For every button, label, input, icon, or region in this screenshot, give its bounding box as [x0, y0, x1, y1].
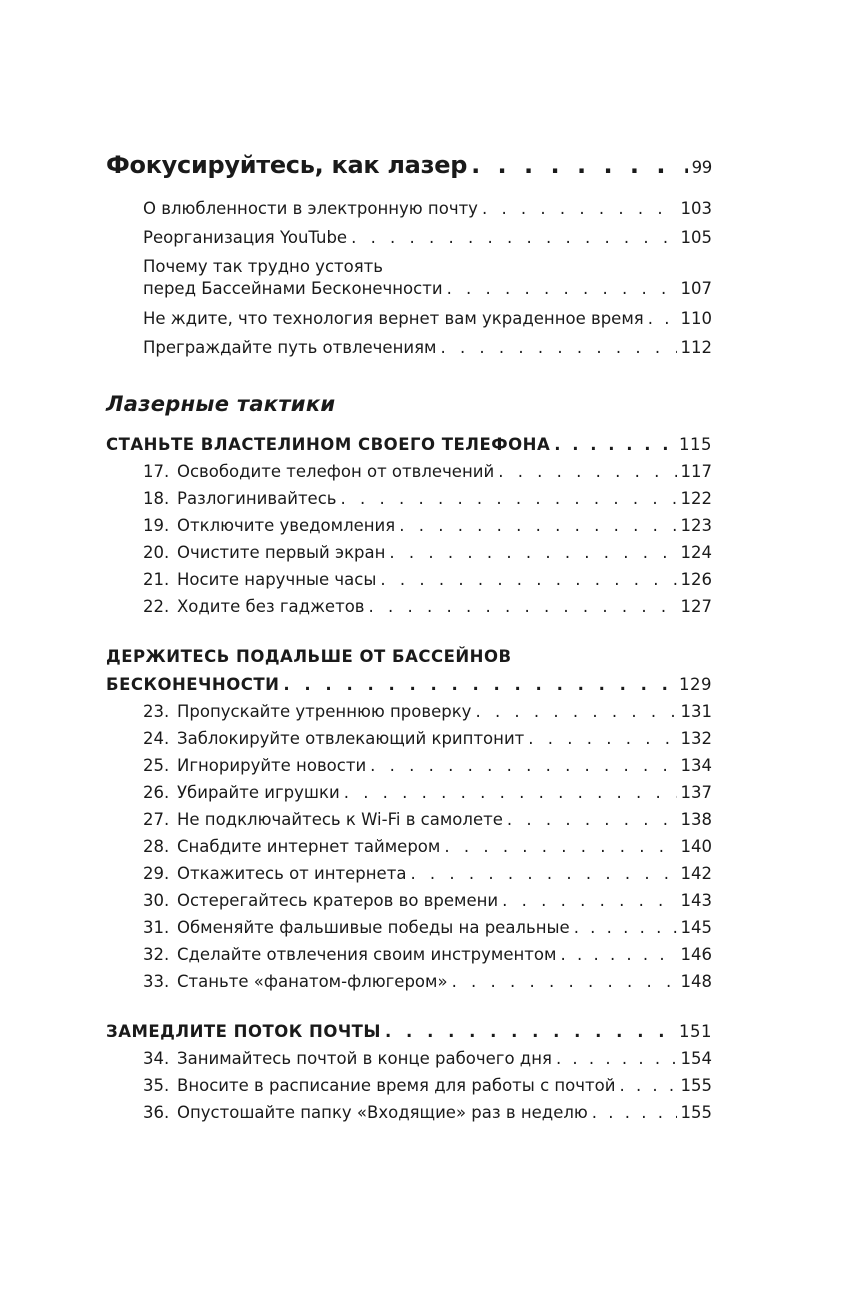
entry-number: 21.: [143, 570, 170, 589]
entry-title: Очистите первый экран: [177, 543, 386, 562]
toc-entry[interactable]: [143, 569, 712, 591]
page-number: 127: [680, 597, 712, 616]
toc-entry[interactable]: [143, 308, 712, 330]
leader-dots: [380, 569, 676, 591]
entry-number: 28.: [143, 837, 170, 856]
leader-dots: [619, 1075, 676, 1097]
entry-number: 29.: [143, 864, 170, 883]
page-number: 115: [679, 435, 712, 454]
toc-entry[interactable]: [143, 890, 712, 912]
entry-title: Преграждайте путь отвлечениям: [143, 338, 437, 357]
entry-number: 23.: [143, 702, 170, 721]
leader-dots: [475, 701, 676, 723]
entry-title: Не подключайтесь к Wi-Fi в самолете: [177, 810, 503, 829]
leader-dots: [389, 542, 676, 564]
leader-dots: [447, 278, 677, 300]
leader-dots: [344, 782, 677, 804]
entry-number: 20.: [143, 543, 170, 562]
toc-entry[interactable]: [143, 1075, 712, 1097]
toc-entry[interactable]: [143, 836, 712, 858]
entry-number: 34.: [143, 1049, 170, 1068]
page-number: 112: [680, 338, 712, 357]
entry-title: Реорганизация YouTube: [143, 228, 348, 247]
leader-dots: [574, 917, 677, 939]
leader-dots: [556, 1048, 677, 1070]
entry-number: 22.: [143, 597, 170, 616]
entry-title: Откажитесь от интернета: [177, 864, 407, 883]
page-number: 129: [679, 675, 712, 694]
toc-entry[interactable]: [143, 278, 712, 300]
toc-entry[interactable]: [143, 488, 712, 510]
page-number: 105: [680, 228, 712, 247]
toc-entry[interactable]: [143, 971, 712, 993]
entry-number: 27.: [143, 810, 170, 829]
section-title: ЗАМЕДЛИТЕ ПОТОК ПОЧТЫ: [106, 1022, 382, 1041]
toc-entry[interactable]: [143, 701, 712, 723]
entry-title: Ходите без гаджетов: [177, 597, 365, 616]
entry-title: Занимайтесь почтой в конце рабочего дня: [177, 1049, 552, 1068]
page-number: 122: [680, 489, 712, 508]
entry-title: Обменяйте фальшивые победы на реальные: [177, 918, 570, 937]
page-number: 151: [679, 1022, 712, 1041]
toc-entry[interactable]: [143, 596, 712, 618]
entry-title: Убирайте игрушки: [177, 783, 340, 802]
entry-number: 26.: [143, 783, 170, 802]
toc-section-entry[interactable]: [106, 1021, 712, 1043]
leader-dots: [482, 198, 677, 220]
leader-dots: [502, 890, 676, 912]
section-title: БЕСКОНЕЧНОСТИ: [106, 675, 280, 694]
leader-dots: [341, 488, 677, 510]
page-number: 154: [680, 1049, 712, 1068]
page-number: 123: [680, 516, 712, 535]
toc-entry[interactable]: [143, 1048, 712, 1070]
page-number: 117: [680, 462, 712, 481]
entry-title: перед Бассейнами Бесконечности: [143, 279, 443, 298]
entry-title: Остерегайтесь кратеров во времени: [177, 891, 499, 910]
entry-title: Отключите уведомления: [177, 516, 396, 535]
leader-dots: [399, 515, 676, 537]
toc-entry[interactable]: [143, 755, 712, 777]
page-number: 134: [680, 756, 712, 775]
entry-number: 17.: [143, 462, 170, 481]
leader-dots: [498, 461, 676, 483]
entry-title: Пропускайте утреннюю проверку: [177, 702, 472, 721]
section-title: СТАНЬТЕ ВЛАСТЕЛИНОМ СВОЕГО ТЕЛЕФОНА: [106, 435, 551, 454]
leader-dots: [410, 863, 676, 885]
page-number: 99: [691, 158, 712, 177]
entry-title: Разлогинивайтесь: [177, 489, 337, 508]
page-number: 110: [680, 309, 712, 328]
entry-title: Станьте «фанатом-флюгером»: [177, 972, 448, 991]
section-title-first-line[interactable]: ДЕРЖИТЕСЬ ПОДАЛЬШЕ ОТ БАССЕЙНОВ: [106, 647, 512, 666]
entry-title: Вносите в расписание время для работы с почтой: [177, 1076, 616, 1095]
leader-dots: [528, 728, 676, 750]
page-number: 145: [680, 918, 712, 937]
entry-title: Заблокируйте отвлекающий криптонит: [177, 729, 525, 748]
page-number: 131: [680, 702, 712, 721]
entry-title: Носите наручные часы: [177, 570, 377, 589]
toc-entry[interactable]: [143, 227, 712, 249]
entry-number: 33.: [143, 972, 170, 991]
entry-title: О влюбленности в электронную почту: [143, 199, 478, 218]
leader-dots: [452, 971, 677, 993]
leader-dots: [385, 1021, 675, 1043]
entry-title-first-line[interactable]: Почему так трудно устоять: [143, 257, 383, 276]
tactics-heading: Лазерные тактики: [106, 392, 336, 416]
entry-number: 19.: [143, 516, 170, 535]
entry-number: 31.: [143, 918, 170, 937]
entry-number: 35.: [143, 1076, 170, 1095]
toc-section-entry[interactable]: [106, 434, 712, 456]
entry-title: Опустошайте папку «Входящие» раз в неделю: [177, 1103, 588, 1122]
leader-dots: [283, 674, 675, 696]
toc-entry[interactable]: [143, 337, 712, 359]
entry-title: Сделайте отвлечения своим инструментом: [177, 945, 557, 964]
entry-title: Освободите телефон от отвлечений: [177, 462, 495, 481]
leader-dots: [370, 755, 676, 777]
entry-number: 25.: [143, 756, 170, 775]
entry-number: 30.: [143, 891, 170, 910]
toc-section-entry[interactable]: [106, 674, 712, 696]
leader-dots: [369, 596, 677, 618]
entry-number: 32.: [143, 945, 170, 964]
toc-entry[interactable]: [143, 198, 712, 220]
entry-title: Снабдите интернет таймером: [177, 837, 441, 856]
toc-entry[interactable]: [143, 917, 712, 939]
toc-entry[interactable]: [143, 515, 712, 537]
page-number: 107: [680, 279, 712, 298]
page-number: 124: [680, 543, 712, 562]
entry-title: Не ждите, что технология вернет вам украденное время: [143, 309, 644, 328]
toc-entry[interactable]: [143, 728, 712, 750]
toc-entry[interactable]: [143, 1102, 712, 1124]
entry-number: 18.: [143, 489, 170, 508]
leader-dots: [440, 337, 676, 359]
page-number: 137: [680, 783, 712, 802]
toc-entry[interactable]: [143, 782, 712, 804]
chapter-title: Фокусируйтесь, как лазер: [106, 151, 468, 179]
page-number: 126: [680, 570, 712, 589]
leader-dots: [648, 308, 677, 330]
page-number: 140: [680, 837, 712, 856]
entry-number: 24.: [143, 729, 170, 748]
entry-title: Игнорируйте новости: [177, 756, 367, 775]
entry-number: 36.: [143, 1103, 170, 1122]
page-number: 132: [680, 729, 712, 748]
leader-dots: [351, 227, 676, 249]
toc-entry[interactable]: [143, 461, 712, 483]
leader-dots: [471, 150, 688, 180]
leader-dots: [560, 944, 676, 966]
toc-chapter-entry[interactable]: [106, 150, 712, 183]
page-number: 155: [680, 1103, 712, 1122]
page-number: 142: [680, 864, 712, 883]
leader-dots: [592, 1102, 677, 1124]
toc-entry[interactable]: [143, 863, 712, 885]
toc-entry[interactable]: [143, 944, 712, 966]
leader-dots: [554, 434, 675, 456]
page-number: 155: [680, 1076, 712, 1095]
toc-entry[interactable]: [143, 542, 712, 564]
page-number: 138: [680, 810, 712, 829]
leader-dots: [444, 836, 676, 858]
page-number: 103: [680, 199, 712, 218]
page-number: 143: [680, 891, 712, 910]
leader-dots: [507, 809, 677, 831]
page-number: 148: [680, 972, 712, 991]
toc-entry[interactable]: [143, 809, 712, 831]
page-number: 146: [680, 945, 712, 964]
